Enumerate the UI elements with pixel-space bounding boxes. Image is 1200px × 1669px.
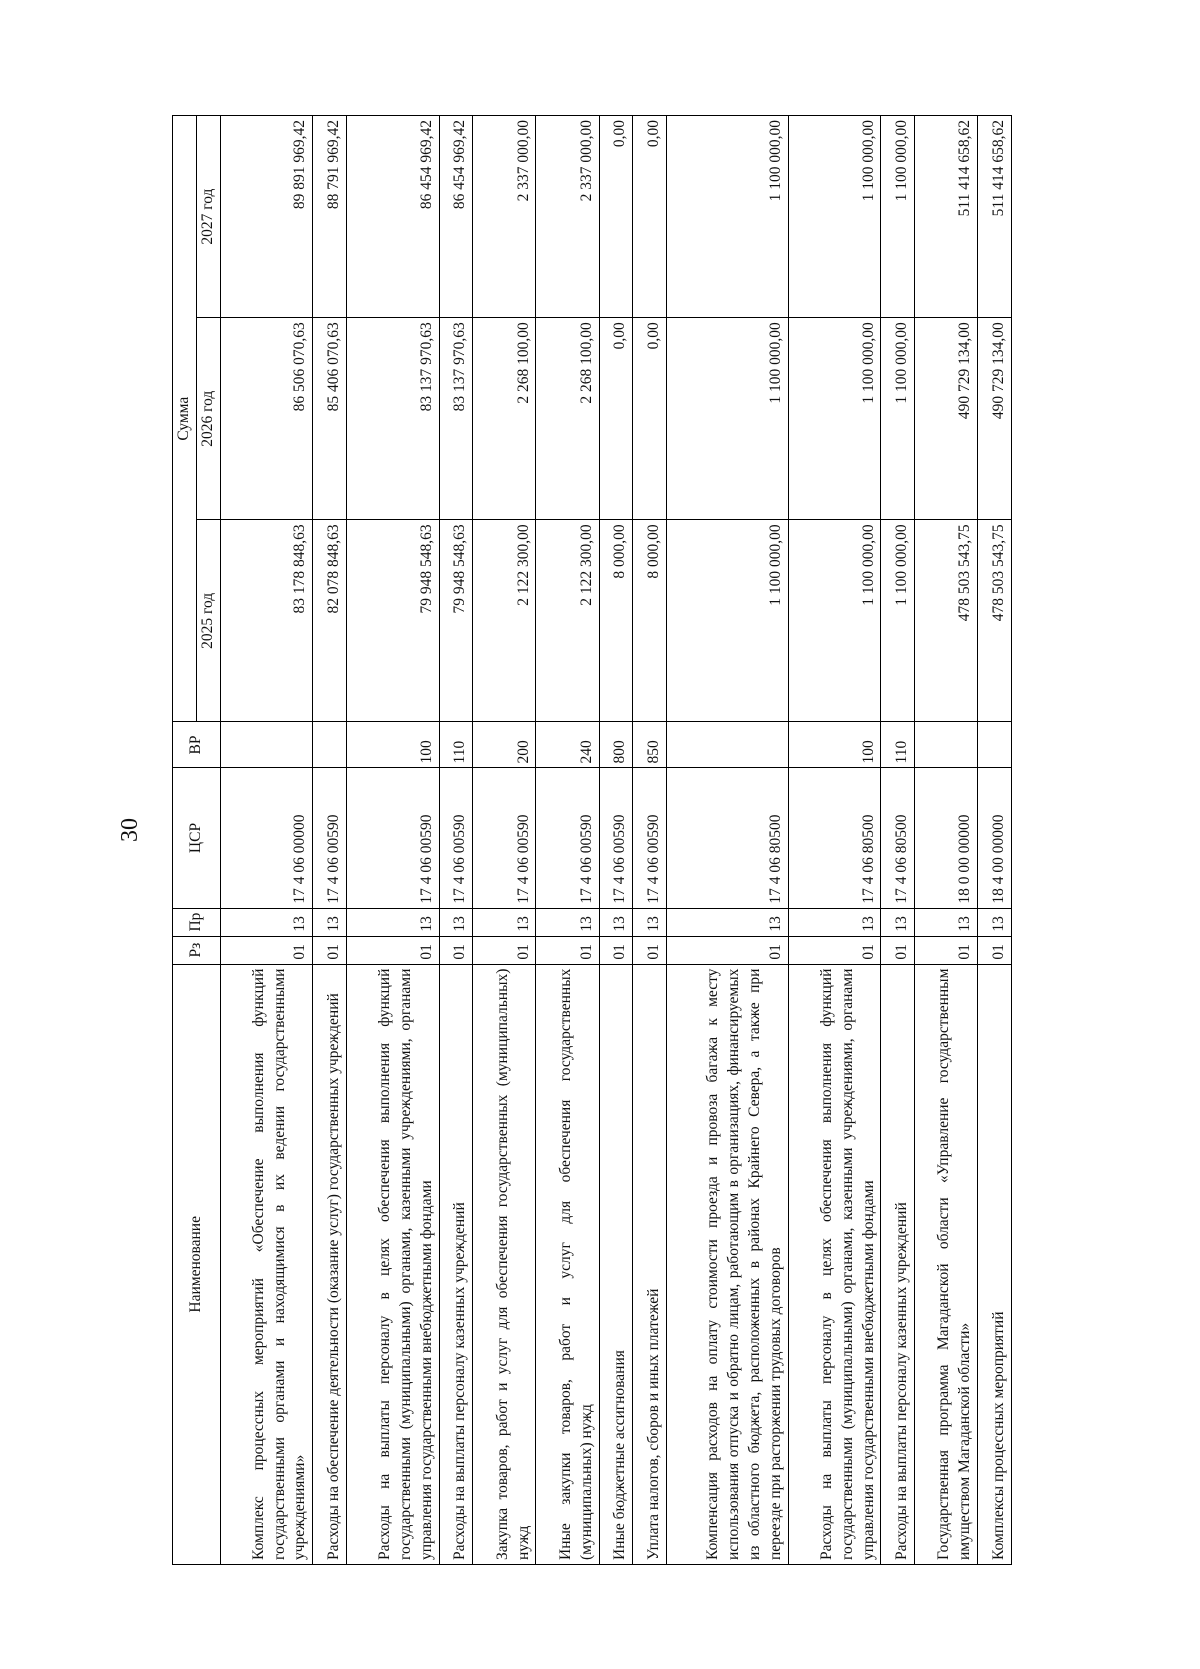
row-sum-2026: 1 100 000,00 <box>666 318 788 520</box>
row-sum-2027: 0,00 <box>599 116 633 318</box>
row-sum-2025: 1 100 000,00 <box>881 520 915 722</box>
row-sum-2027: 2 337 000,00 <box>473 116 536 318</box>
row-sum-2027: 2 337 000,00 <box>536 116 599 318</box>
row-sum-2026: 85 406 070,63 <box>313 318 347 520</box>
row-vr: 100 <box>788 722 881 768</box>
budget-table <box>172 115 1012 1565</box>
row-sum-2026: 83 137 970,63 <box>347 318 440 520</box>
row-vr <box>220 722 313 768</box>
row-csr: 17 4 06 00590 <box>347 768 440 908</box>
row-name: Иные бюджетные ассигнования <box>599 964 633 1564</box>
row-vr <box>313 722 347 768</box>
header-csr: ЦСР <box>173 768 221 908</box>
row-vr: 240 <box>536 722 599 768</box>
row-csr: 17 4 06 00000 <box>220 768 313 908</box>
header-pr: Пр <box>173 908 221 936</box>
row-sum-2027: 89 891 969,42 <box>220 116 313 318</box>
table-row <box>666 116 788 1565</box>
row-sum-2027: 88 791 969,42 <box>313 116 347 318</box>
page-number: 30 <box>117 818 143 842</box>
row-sum-2027: 1 100 000,00 <box>666 116 788 318</box>
row-rz: 01 <box>536 936 599 964</box>
row-csr: 17 4 06 80500 <box>788 768 881 908</box>
row-pr: 13 <box>633 908 667 936</box>
row-sum-2025: 8 000,00 <box>633 520 667 722</box>
row-pr: 13 <box>788 908 881 936</box>
row-name: Расходы на выплаты персоналу казенных учреждений <box>881 964 915 1564</box>
row-vr: 100 <box>347 722 440 768</box>
row-csr: 18 4 00 00000 <box>978 768 1012 908</box>
row-rz: 01 <box>881 936 915 964</box>
table-row <box>220 116 313 1565</box>
row-sum-2025: 82 078 848,63 <box>313 520 347 722</box>
row-name: Расходы на обеспечение деятельности (оказание услуг) государственных учреждений <box>313 964 347 1564</box>
row-csr: 17 4 06 80500 <box>881 768 915 908</box>
table-row <box>599 116 633 1565</box>
row-name: Расходы на выплаты персоналу в целях обеспечения выполнения функций государственными (муниципальными) органами, казенными учреждениями, органами управления государственными внебюджетными фондами <box>788 964 881 1564</box>
row-vr: 110 <box>439 722 473 768</box>
row-rz: 01 <box>347 936 440 964</box>
table-row <box>915 116 978 1565</box>
header-rz: Рз <box>173 936 221 964</box>
row-csr: 17 4 06 80500 <box>666 768 788 908</box>
row-csr: 17 4 06 00590 <box>599 768 633 908</box>
row-csr: 18 0 00 00000 <box>915 768 978 908</box>
row-pr: 13 <box>473 908 536 936</box>
row-sum-2027: 1 100 000,00 <box>788 116 881 318</box>
row-pr: 13 <box>881 908 915 936</box>
row-rz: 01 <box>915 936 978 964</box>
row-sum-2025: 1 100 000,00 <box>788 520 881 722</box>
row-sum-2026: 0,00 <box>599 318 633 520</box>
header-row-top <box>173 116 197 1565</box>
row-sum-2025: 2 122 300,00 <box>536 520 599 722</box>
row-name: Закупка товаров, работ и услуг для обеспечения государственных (муниципальных) нужд <box>473 964 536 1564</box>
row-name: Комплексы процессных мероприятий <box>978 964 1012 1564</box>
row-vr <box>915 722 978 768</box>
header-year-2027: 2027 год <box>196 116 220 318</box>
row-sum-2025: 79 948 548,63 <box>439 520 473 722</box>
row-pr: 13 <box>220 908 313 936</box>
table-row <box>439 116 473 1565</box>
row-sum-2026: 1 100 000,00 <box>788 318 881 520</box>
row-sum-2025: 478 503 543,75 <box>915 520 978 722</box>
row-rz: 01 <box>788 936 881 964</box>
row-name: Расходы на выплаты персоналу в целях обеспечения выполнения функций государственными (муниципальными) органами, казенными учреждениями, органами управления государственными внебюджетными фондами <box>347 964 440 1564</box>
row-rz: 01 <box>599 936 633 964</box>
table-row <box>313 116 347 1565</box>
row-sum-2026: 2 268 100,00 <box>536 318 599 520</box>
row-csr: 17 4 06 00590 <box>633 768 667 908</box>
row-pr: 13 <box>347 908 440 936</box>
row-rz: 01 <box>666 936 788 964</box>
row-sum-2027: 1 100 000,00 <box>881 116 915 318</box>
row-sum-2027: 511 414 658,62 <box>915 116 978 318</box>
row-sum-2025: 2 122 300,00 <box>473 520 536 722</box>
row-vr: 200 <box>473 722 536 768</box>
row-csr: 17 4 06 00590 <box>536 768 599 908</box>
table-row <box>788 116 881 1565</box>
row-sum-2025: 1 100 000,00 <box>666 520 788 722</box>
row-pr: 13 <box>915 908 978 936</box>
row-csr: 17 4 06 00590 <box>439 768 473 908</box>
table-row <box>881 116 915 1565</box>
row-vr <box>978 722 1012 768</box>
row-sum-2027: 0,00 <box>633 116 667 318</box>
row-rz: 01 <box>978 936 1012 964</box>
row-name: Комплекс процессных мероприятий «Обеспечение выполнения функций государственными органами и находящимися в их ведении государственными учреждениями» <box>220 964 313 1564</box>
row-pr: 13 <box>536 908 599 936</box>
row-sum-2025: 83 178 848,63 <box>220 520 313 722</box>
row-sum-2025: 478 503 543,75 <box>978 520 1012 722</box>
row-sum-2026: 83 137 970,63 <box>439 318 473 520</box>
header-sum: Сумма <box>173 116 197 722</box>
row-rz: 01 <box>313 936 347 964</box>
row-pr: 13 <box>978 908 1012 936</box>
table-row <box>633 116 667 1565</box>
row-vr: 110 <box>881 722 915 768</box>
header-year-2025: 2025 год <box>196 520 220 722</box>
table-row <box>978 116 1012 1565</box>
row-vr <box>666 722 788 768</box>
row-pr: 13 <box>313 908 347 936</box>
row-vr: 800 <box>599 722 633 768</box>
row-sum-2025: 8 000,00 <box>599 520 633 722</box>
row-sum-2027: 86 454 969,42 <box>439 116 473 318</box>
row-vr: 850 <box>633 722 667 768</box>
row-pr: 13 <box>666 908 788 936</box>
row-rz: 01 <box>473 936 536 964</box>
row-sum-2026: 2 268 100,00 <box>473 318 536 520</box>
table-row <box>473 116 536 1565</box>
row-pr: 13 <box>599 908 633 936</box>
header-vr: ВР <box>173 722 221 768</box>
row-rz: 01 <box>220 936 313 964</box>
row-csr: 17 4 06 00590 <box>473 768 536 908</box>
header-year-2026: 2026 год <box>196 318 220 520</box>
table-row <box>536 116 599 1565</box>
row-sum-2026: 490 729 134,00 <box>915 318 978 520</box>
row-rz: 01 <box>439 936 473 964</box>
row-pr: 13 <box>439 908 473 936</box>
row-name: Расходы на выплаты персоналу казенных учреждений <box>439 964 473 1564</box>
row-name: Уплата налогов, сборов и иных платежей <box>633 964 667 1564</box>
row-name: Компенсация расходов на оплату стоимости проезда и провоза багажа к месту использования отпуска и обратно лицам, работающим в организациях, финансируемых из областного бюджета, расположенных в районах Крайнего Севера, а также при переезде при расторжении трудовых договоров <box>666 964 788 1564</box>
rotated-table-container <box>172 115 1012 1565</box>
row-sum-2026: 86 506 070,63 <box>220 318 313 520</box>
row-sum-2025: 79 948 548,63 <box>347 520 440 722</box>
header-name: Наименование <box>173 964 221 1564</box>
row-csr: 17 4 06 00590 <box>313 768 347 908</box>
row-name: Иные закупки товаров, работ и услуг для обеспечения государственных (муниципальных) нужд <box>536 964 599 1564</box>
row-rz: 01 <box>633 936 667 964</box>
row-sum-2027: 86 454 969,42 <box>347 116 440 318</box>
row-sum-2026: 0,00 <box>633 318 667 520</box>
row-sum-2026: 490 729 134,00 <box>978 318 1012 520</box>
row-sum-2026: 1 100 000,00 <box>881 318 915 520</box>
row-name: Государственная программа Магаданской области «Управление государственным имуществом Магаданской области» <box>915 964 978 1564</box>
row-sum-2027: 511 414 658,62 <box>978 116 1012 318</box>
table-row <box>347 116 440 1565</box>
